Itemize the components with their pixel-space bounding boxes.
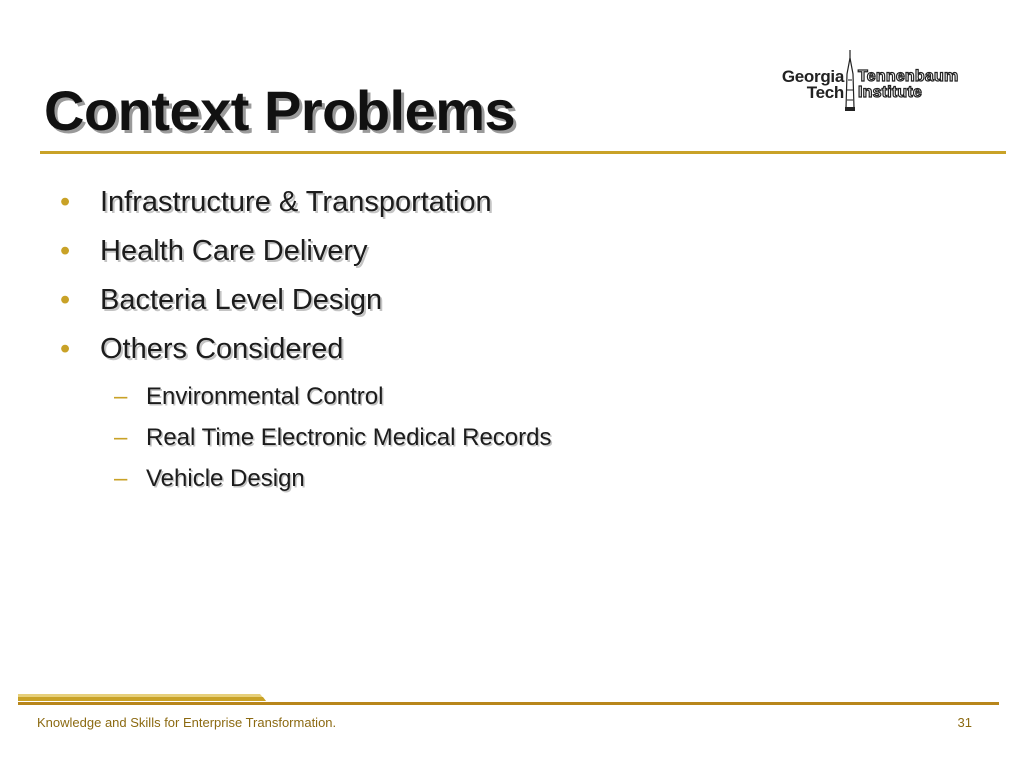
bullet-text: Health Care Delivery (100, 235, 368, 267)
logo-institute-line1: Tennenbaum (858, 68, 959, 85)
bullet-dot: • (60, 186, 71, 218)
bullet-dot: • (60, 284, 71, 316)
sub-bullet-text: Real Time Electronic Medical Records (146, 424, 552, 451)
footer-accent-stripes (18, 694, 266, 701)
logo-institute-line2: Institute (858, 84, 923, 101)
logo-org-line2: Tech (806, 83, 844, 102)
logo-institute-name (858, 69, 958, 101)
logo-org-name (782, 69, 844, 101)
sub-bullet-text: Vehicle Design (146, 465, 305, 492)
title-divider (40, 151, 1006, 154)
bullet-text: Infrastructure & Transportation (100, 186, 492, 218)
tech-tower-icon (843, 50, 857, 112)
page-number: 31 (957, 715, 972, 730)
logo-org-line1: Georgia (781, 67, 844, 86)
bullet-dot: • (60, 235, 71, 267)
bullet-text: Bacteria Level Design (100, 284, 383, 316)
footer-divider (18, 702, 999, 705)
georgia-tech-tennenbaum-logo (757, 50, 987, 112)
footer-tagline: Knowledge and Skills for Enterprise Transformation. (37, 715, 337, 730)
sub-bullet-dash: – (114, 424, 128, 451)
bullet-text: Others Considered (100, 333, 344, 365)
slide-title: Context Problems (44, 79, 516, 142)
sub-bullet-text: Environmental Control (146, 383, 384, 410)
sub-bullet-dash: – (114, 465, 128, 492)
sub-bullet-dash: – (114, 383, 128, 410)
bullet-dot: • (60, 333, 71, 365)
